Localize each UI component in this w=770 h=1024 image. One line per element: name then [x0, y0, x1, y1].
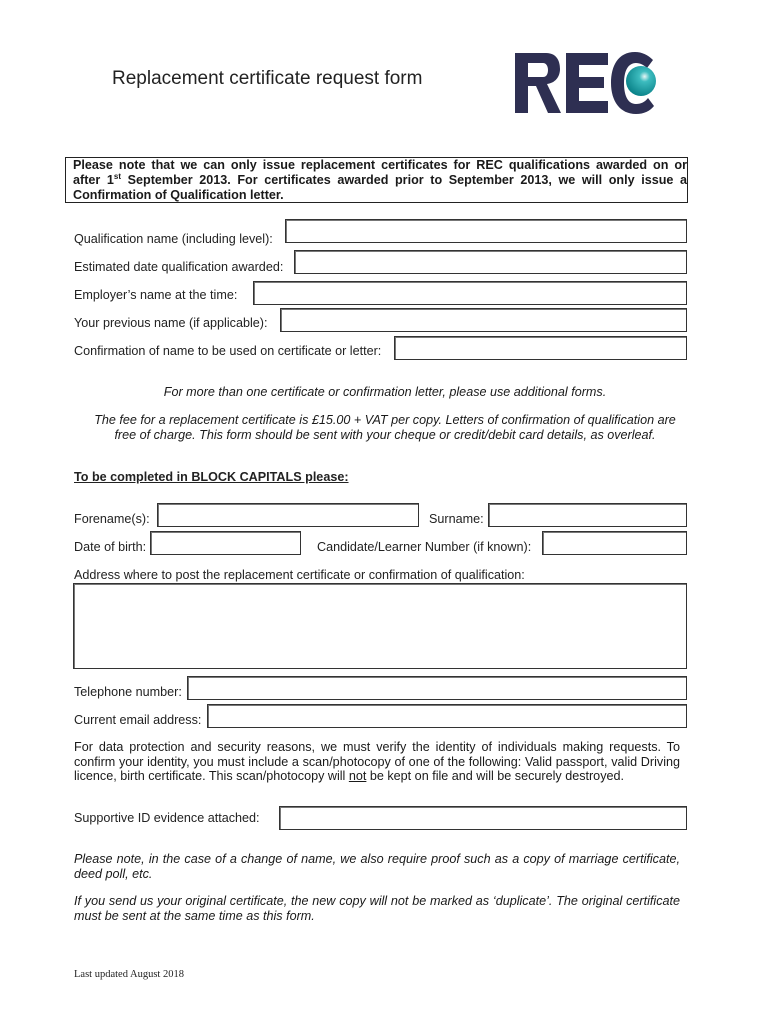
not-emphasis: not [348, 769, 367, 783]
telephone-label: Telephone number: [74, 685, 182, 699]
dob-input[interactable] [150, 531, 301, 555]
notice-line-3: Confirmation of Qualification letter. [73, 188, 284, 202]
logo-letter-r [515, 53, 561, 113]
supportive-id-label: Supportive ID evidence attached: [74, 811, 260, 825]
date-awarded-label: Estimated date qualification awarded: [74, 260, 284, 274]
block-capitals-heading: To be completed in BLOCK CAPITALS please: [74, 470, 349, 484]
qualification-name-input[interactable] [285, 219, 687, 243]
fee-note-line-2: free of charge. This form should be sent with your cheque or credit/debit card details, as overleaf. [114, 428, 656, 442]
surname-input[interactable] [488, 503, 687, 527]
confirmation-name-input[interactable] [394, 336, 687, 360]
page-title: Replacement certificate request form [112, 68, 423, 89]
notice-box [65, 157, 688, 203]
telephone-input[interactable] [187, 676, 687, 700]
email-label: Current email address: [74, 713, 202, 727]
surname-label: Surname: [429, 512, 484, 526]
last-updated: Last updated August 2018 [74, 969, 184, 980]
notice-line-1: Please note that we can only issue replacement certificates for REC qualifications awarded on or [73, 158, 687, 172]
logo-sphere [626, 66, 656, 96]
additional-forms-note: For more than one certificate or confirmation letter, please use additional forms. [163, 385, 607, 399]
supportive-id-input[interactable] [279, 806, 687, 830]
dob-label: Date of birth: [74, 540, 147, 554]
candidate-number-label: Candidate/Learner Number (if known): [317, 540, 532, 554]
employer-name-input[interactable] [253, 281, 687, 305]
name-change-note: Please note, in the case of a change of name, we also require proof such as a copy of marriage certificate, deed poll, etc. [74, 852, 680, 881]
qualification-name-label: Qualification name (including level): [74, 232, 273, 246]
logo-letter-e [566, 53, 608, 113]
original-certificate-note: If you send us your original certificate, the new copy will not be marked as ‘duplicate’. The original certificate must be sent at the same time as this form. [74, 894, 680, 923]
previous-name-input[interactable] [280, 308, 687, 332]
date-awarded-input[interactable] [294, 250, 687, 274]
address-textarea[interactable] [73, 583, 687, 669]
employer-name-label: Employer’s name at the time: [74, 288, 238, 302]
fee-note-line-1: The fee for a replacement certificate is £15.00 + VAT per copy. Letters of confirmation of qualification are [94, 413, 676, 427]
forenames-label: Forename(s): [74, 512, 150, 526]
previous-name-label: Your previous name (if applicable): [74, 316, 268, 330]
candidate-number-input[interactable] [542, 531, 687, 555]
data-protection-text: For data protection and security reasons, we must verify the identity of individuals making requests. To confirm your identity, you must include a scan/photocopy of one of the following: Valid passport, valid Driving licence, birth certificate. This scan/photocopy will not be kept on file and will be securely destroyed. [74, 740, 680, 783]
rec-logo [512, 50, 658, 116]
notice-line-2: after 1st September 2013. For certificates awarded prior to September 2013, we will only issue a [73, 171, 687, 187]
confirmation-name-label: Confirmation of name to be used on certificate or letter: [74, 344, 382, 358]
forenames-input[interactable] [157, 503, 419, 527]
email-input[interactable] [207, 704, 687, 728]
address-label: Address where to post the replacement certificate or confirmation of qualification: [74, 568, 525, 582]
